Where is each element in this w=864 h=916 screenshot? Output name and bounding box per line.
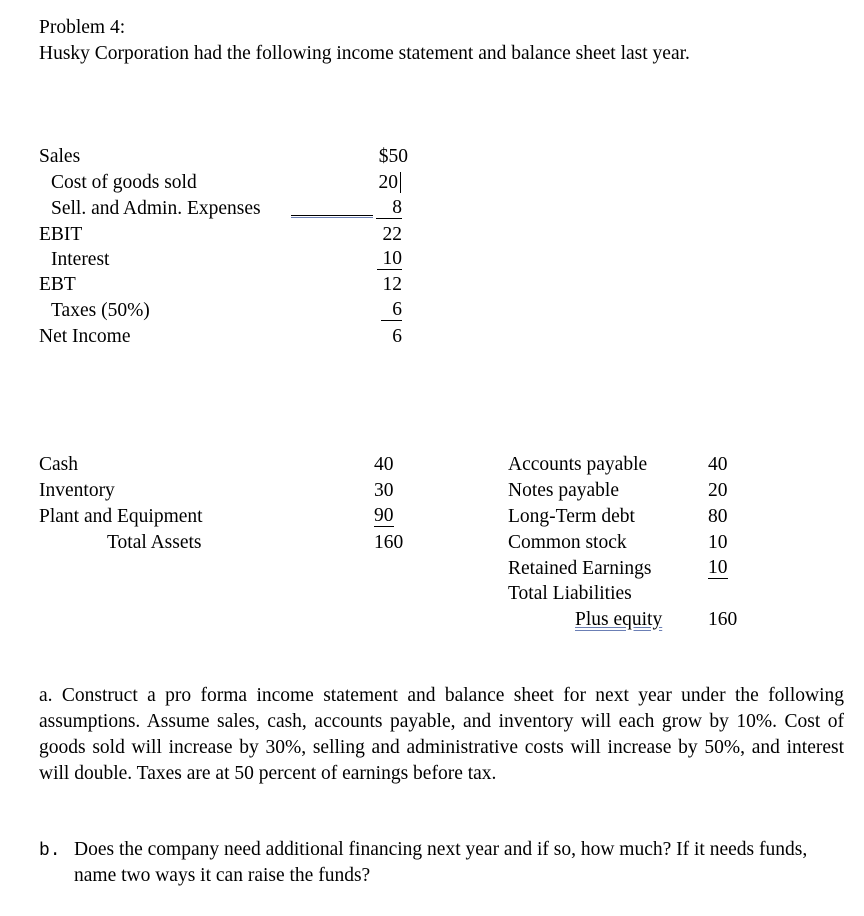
- is-label-net-income: Net Income: [39, 326, 131, 347]
- liab-label-notes: Notes payable: [508, 480, 620, 501]
- is-label-ebit: EBIT: [39, 224, 83, 245]
- is-label-sga: Sell. and Admin. Expenses: [51, 198, 261, 219]
- asset-label-cash: Cash: [39, 454, 78, 475]
- problem-title: Problem 4:: [39, 17, 126, 38]
- is-label-cogs: Cost of goods sold: [51, 172, 197, 193]
- question-b: Does the company need additional financing next year and if so, how much? If it needs funds, name two ways it can raise the funds?: [74, 839, 808, 886]
- liab-value-retained: 10: [708, 557, 728, 578]
- asset-value-total: 160: [374, 532, 404, 553]
- asset-label-total: Total Assets: [107, 532, 202, 553]
- liab-label-ltd: Long-Term debt: [508, 506, 635, 527]
- liab-label-ap: Accounts payable: [508, 454, 648, 475]
- asset-label-inventory: Inventory: [39, 480, 115, 501]
- liab-value-notes: 20: [708, 480, 728, 501]
- is-value-interest: 10: [377, 248, 402, 270]
- is-value-ebit: 22: [382, 224, 402, 245]
- question-a: a. Construct a pro forma income statement and balance sheet for next year under the following assumptions. Assume sales, cash, accounts payable, and inventory will each grow by 10%. Cost of goods sold will increase by 30%, selling and administrative costs will increase by 50%, and interest will double. Taxes are at 50 percent of earnings before tax.: [39, 685, 844, 784]
- liab-label-total: Total Liabilities: [508, 583, 632, 604]
- liab-label-retained: Retained Earnings: [508, 558, 652, 579]
- sga-fill-line: [291, 215, 373, 218]
- liab-label-plus-equity: Plus equity: [575, 609, 663, 630]
- is-value-sga: 8: [376, 197, 402, 219]
- question-b-marker: b.: [39, 841, 61, 861]
- is-label-interest: Interest: [51, 249, 110, 270]
- is-label-ebt: EBT: [39, 274, 76, 295]
- is-label-sales: Sales: [39, 146, 81, 167]
- liab-value-ap: 40: [708, 454, 728, 475]
- is-value-net-income: 6: [392, 326, 402, 347]
- liab-label-common: Common stock: [508, 532, 627, 553]
- is-label-taxes: Taxes (50%): [51, 300, 150, 321]
- is-value-sales: $50: [378, 146, 408, 167]
- problem-intro: Husky Corporation had the following income statement and balance sheet last year.: [39, 43, 690, 64]
- liab-value-ltd: 80: [708, 506, 728, 527]
- is-value-taxes: 6: [381, 299, 402, 321]
- asset-value-inventory: 30: [374, 480, 394, 501]
- text-cursor: [400, 172, 401, 193]
- is-value-cogs: 20: [378, 172, 398, 193]
- liab-value-common: 10: [708, 532, 728, 553]
- asset-label-plant: Plant and Equipment: [39, 506, 203, 527]
- is-value-ebt: 12: [382, 274, 402, 295]
- asset-value-cash: 40: [374, 454, 394, 475]
- asset-value-plant: 90: [374, 505, 394, 526]
- liab-value-total: 160: [708, 609, 738, 630]
